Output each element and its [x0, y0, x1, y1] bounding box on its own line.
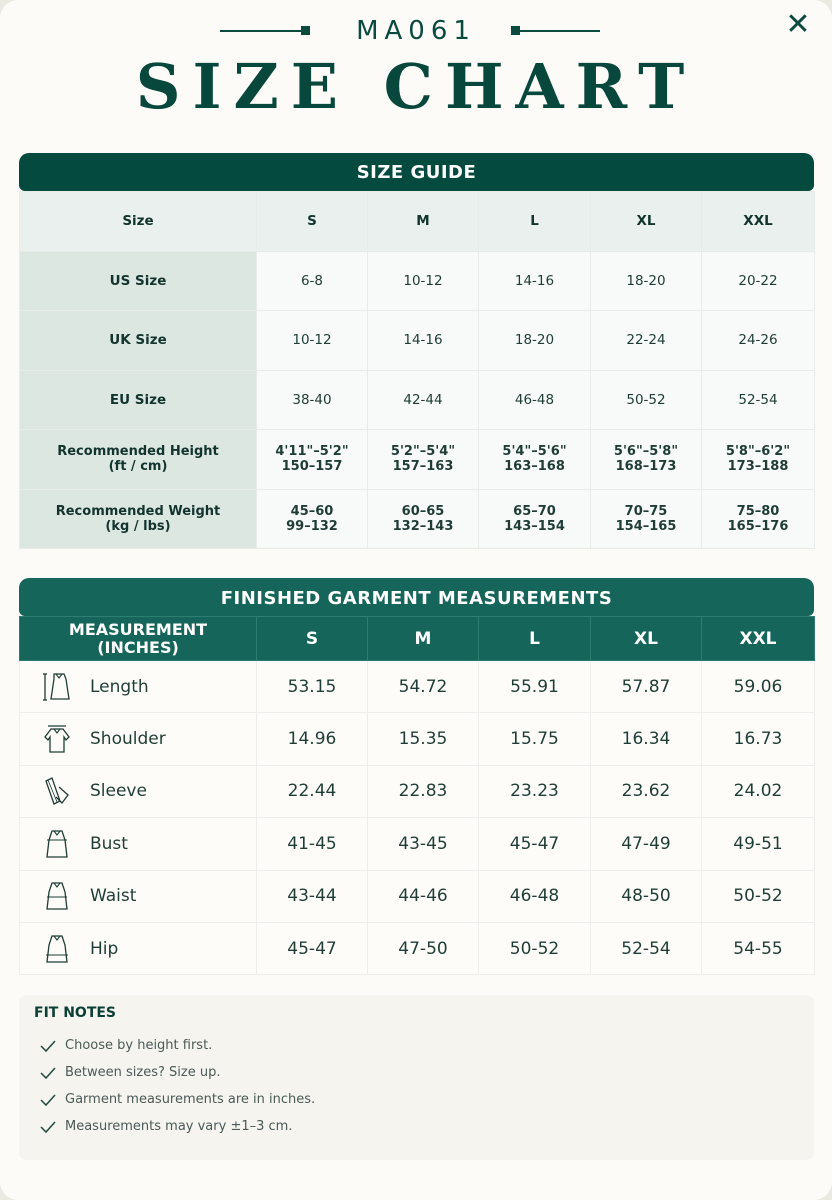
table-cell: 43-44: [257, 870, 368, 922]
table-cell: 44-46: [368, 870, 479, 922]
measurement-name: Bust: [90, 833, 128, 854]
table-row: [20, 870, 815, 922]
height-ft: 4'11"–5'2": [275, 444, 349, 460]
size-guide-table: [19, 191, 815, 549]
table-cell: 14.96: [257, 713, 368, 765]
height-cm: 168–173: [615, 459, 677, 475]
table-row: [20, 311, 815, 371]
table-cell: 23.62: [591, 765, 702, 817]
shoulder-icon: [42, 723, 72, 755]
measurements-table: [19, 616, 815, 975]
size-header-xl: XL: [591, 192, 702, 252]
table-cell: 47-49: [591, 818, 702, 870]
row-label: [20, 430, 257, 490]
garment-measurements-section: [19, 578, 814, 975]
table-cell: 41-45: [257, 818, 368, 870]
weight-lbs: 165–176: [727, 518, 789, 534]
measurement-name: Waist: [90, 886, 137, 907]
table-cell: 50-52: [702, 870, 815, 922]
measurement-name: Hip: [90, 938, 119, 959]
check-icon: [39, 1120, 57, 1134]
measurement-name: Shoulder: [90, 729, 166, 750]
table-cell: [368, 430, 479, 490]
table-cell: 59.06: [702, 661, 815, 713]
table-cell: 18-20: [591, 251, 702, 311]
height-cm: 157–163: [392, 459, 454, 475]
size-guide-title: SIZE GUIDE: [19, 153, 814, 191]
table-cell: 18-20: [479, 311, 591, 371]
size-header-xxl: XXL: [702, 192, 815, 252]
waist-icon: [42, 880, 72, 912]
measurements-title: FINISHED GARMENT MEASUREMENTS: [19, 578, 814, 616]
size-header-xxl: XXL: [702, 617, 815, 661]
table-row: [20, 713, 815, 765]
height-ft: 5'8"–6'2": [725, 444, 791, 460]
check-icon: [39, 1039, 57, 1053]
table-cell: [702, 430, 815, 490]
fit-note-text: Between sizes? Size up.: [65, 1065, 221, 1080]
measurement-header-line1: MEASUREMENT: [68, 619, 208, 639]
weight-kg: 45–60: [290, 503, 334, 519]
row-label: UK Size: [20, 311, 257, 371]
table-cell: 16.73: [702, 713, 815, 765]
table-cell: 22.44: [257, 765, 368, 817]
fit-note-text: Choose by height first.: [65, 1038, 213, 1053]
size-header-l: L: [479, 617, 591, 661]
table-cell: 50-52: [591, 370, 702, 430]
size-header-m: M: [368, 192, 479, 252]
table-cell: 57.87: [591, 661, 702, 713]
measurement-name: Length: [90, 676, 149, 697]
decorative-line-left: [220, 30, 302, 32]
page-title: SIZE CHART: [135, 50, 697, 123]
weight-kg: 70–75: [624, 503, 668, 519]
measurement-header-line2: (INCHES): [97, 637, 179, 657]
table-cell: 22-24: [591, 311, 702, 371]
table-cell: 10-12: [368, 251, 479, 311]
close-icon[interactable]: ✕: [785, 7, 811, 42]
table-cell: 45-47: [257, 922, 368, 974]
list-item: [39, 1065, 220, 1085]
table-cell: [479, 430, 591, 490]
table-cell: 20-22: [702, 251, 815, 311]
measurement-label: [20, 922, 257, 974]
weight-lbs: 99–132: [286, 518, 338, 534]
measurement-label: [20, 713, 257, 765]
table-cell: [591, 489, 702, 549]
height-cm: 163–168: [504, 459, 565, 475]
table-row: [20, 922, 815, 974]
weight-kg: 75–80: [736, 503, 780, 519]
table-cell: 10-12: [257, 311, 368, 371]
table-cell: 24.02: [702, 765, 815, 817]
table-cell: 52-54: [702, 370, 815, 430]
table-cell: 54-55: [702, 922, 815, 974]
table-row: [20, 430, 815, 490]
table-cell: 53.15: [257, 661, 368, 713]
table-row: [20, 765, 815, 817]
fit-notes-title: FIT NOTES: [34, 1005, 117, 1021]
list-item: [39, 1119, 292, 1139]
table-cell: 43-45: [368, 818, 479, 870]
fit-note-text: Garment measurements are in inches.: [65, 1092, 316, 1107]
table-cell: 55.91: [479, 661, 591, 713]
measurement-label: [20, 818, 257, 870]
list-item: [39, 1092, 315, 1112]
weight-kg: 60–65: [401, 503, 445, 519]
row-label: [20, 489, 257, 549]
dress-length-icon: [42, 671, 72, 703]
table-cell: 46-48: [479, 870, 591, 922]
table-cell: 52-54: [591, 922, 702, 974]
measurement-header: [20, 617, 257, 661]
product-code-row: [0, 14, 832, 54]
table-cell: 14-16: [479, 251, 591, 311]
bust-icon: [42, 828, 72, 860]
table-cell: 45-47: [479, 818, 591, 870]
height-ft: 5'6"–5'8": [613, 444, 679, 460]
row-label-line1: Recommended Height: [57, 444, 219, 460]
table-cell: [257, 489, 368, 549]
table-cell: 15.35: [368, 713, 479, 765]
measurement-name: Sleeve: [90, 781, 147, 802]
table-row: [20, 489, 815, 549]
size-header-m: M: [368, 617, 479, 661]
weight-lbs: 143–154: [504, 518, 565, 534]
table-cell: 42-44: [368, 370, 479, 430]
product-code: MA061: [356, 16, 476, 46]
table-cell: [702, 489, 815, 549]
row-label-line2: (kg / lbs): [105, 518, 171, 534]
sleeve-icon: [42, 775, 72, 807]
row-label: US Size: [20, 251, 257, 311]
table-cell: 6-8: [257, 251, 368, 311]
hip-icon: [42, 933, 72, 965]
check-icon: [39, 1093, 57, 1107]
height-ft: 5'2"–5'4": [390, 444, 456, 460]
table-cell: 46-48: [479, 370, 591, 430]
fit-notes-panel: [19, 995, 814, 1160]
table-cell: 50-52: [479, 922, 591, 974]
row-label-line2: (ft / cm): [108, 459, 168, 475]
size-header-s: S: [257, 192, 368, 252]
table-row: [20, 818, 815, 870]
size-header-s: S: [257, 617, 368, 661]
table-header-row: [20, 617, 815, 661]
measurement-label: [20, 870, 257, 922]
table-row: [20, 192, 815, 252]
table-cell: [368, 489, 479, 549]
table-cell: [257, 430, 368, 490]
weight-lbs: 132–143: [392, 518, 454, 534]
table-cell: [591, 430, 702, 490]
table-cell: 22.83: [368, 765, 479, 817]
list-item: [39, 1038, 212, 1058]
table-row: [20, 251, 815, 311]
row-label: EU Size: [20, 370, 257, 430]
fit-note-text: Measurements may vary ±1–3 cm.: [65, 1119, 293, 1134]
row-label-line1: Recommended Weight: [55, 503, 221, 519]
table-cell: 47-50: [368, 922, 479, 974]
height-ft: 5'4"–5'6": [502, 444, 567, 460]
size-guide-section: [19, 153, 814, 549]
decorative-square-left: [301, 26, 310, 35]
table-cell: 38-40: [257, 370, 368, 430]
table-row: [20, 661, 815, 713]
measurement-label: [20, 765, 257, 817]
height-cm: 150–157: [281, 459, 343, 475]
table-cell: [479, 489, 591, 549]
decorative-line-right: [518, 30, 600, 32]
table-cell: 15.75: [479, 713, 591, 765]
table-cell: 24-26: [702, 311, 815, 371]
size-header-xl: XL: [591, 617, 702, 661]
table-cell: 49-51: [702, 818, 815, 870]
measurement-label: [20, 661, 257, 713]
header: [0, 14, 832, 124]
table-cell: 16.34: [591, 713, 702, 765]
table-cell: 23.23: [479, 765, 591, 817]
table-row: [20, 370, 815, 430]
table-cell: 48-50: [591, 870, 702, 922]
table-cell: 14-16: [368, 311, 479, 371]
row-label: Size: [20, 192, 257, 252]
weight-lbs: 154–165: [615, 518, 677, 534]
weight-kg: 65–70: [513, 503, 556, 519]
check-icon: [39, 1066, 57, 1080]
size-header-l: L: [479, 192, 591, 252]
table-cell: 54.72: [368, 661, 479, 713]
height-cm: 173–188: [727, 459, 789, 475]
